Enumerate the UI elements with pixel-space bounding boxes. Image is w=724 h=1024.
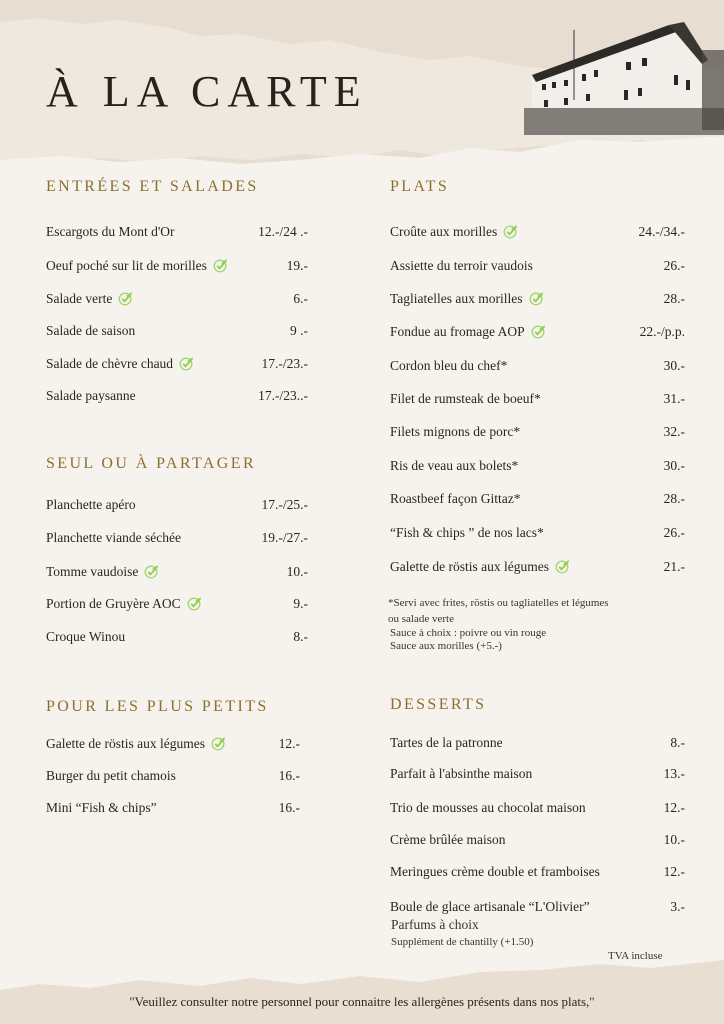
menu-item-name xyxy=(46,563,159,581)
menu-item xyxy=(46,735,300,753)
menu-item-name-text: Roastbeef façon Gittaz* xyxy=(390,491,521,506)
vegetarian-icon xyxy=(213,258,228,273)
menu-item-name-text: Boule de glace artisanale “L'Olivier” xyxy=(390,899,590,914)
menu-item-price: 9 .- xyxy=(290,323,308,338)
menu-item xyxy=(46,563,308,581)
vegetarian-icon xyxy=(187,596,202,611)
vegetarian-icon xyxy=(503,224,518,239)
vegetarian-icon xyxy=(529,291,544,306)
menu-item-name-text: Oeuf poché sur lit de morilles xyxy=(46,258,207,273)
vegetarian-icon xyxy=(211,736,226,751)
page-title: À LA CARTE xyxy=(46,67,368,116)
menu-item-price: 26.- xyxy=(663,525,685,540)
menu-item-price: 30.- xyxy=(663,458,685,473)
menu-item-price: 26.- xyxy=(663,258,685,273)
menu-item-price: 12.-/24 .- xyxy=(258,224,308,239)
menu-item-name xyxy=(390,524,544,542)
menu-item-name xyxy=(46,529,181,547)
menu-item-price: 19.- xyxy=(286,258,308,273)
menu-item-name xyxy=(390,558,570,576)
menu-item xyxy=(46,767,300,785)
menu-item-price: 24.-/34.- xyxy=(638,224,685,239)
menu-item-name xyxy=(390,223,518,241)
menu-item-name-text: Filet de rumsteak de boeuf* xyxy=(390,391,541,406)
menu-item-name-text: Croque Winou xyxy=(46,629,126,644)
menu-item xyxy=(390,799,685,817)
menu-item xyxy=(390,490,685,508)
menu-item-name xyxy=(390,323,546,341)
menu-item-price: 12.- xyxy=(278,736,300,751)
menu-item xyxy=(46,223,308,241)
menu-item-name xyxy=(390,831,505,849)
vegetarian-icon xyxy=(118,291,133,306)
menu-item-name xyxy=(390,863,600,881)
menu-item-price: 3.- xyxy=(670,899,685,914)
plats-footnote: Sauce à choix : poivre ou vin rouge xyxy=(390,627,547,639)
menu-item-name-text: Ris de veau aux bolets* xyxy=(390,458,519,473)
menu-item xyxy=(390,423,685,441)
menu-item-price: 16.- xyxy=(278,768,300,783)
menu-item-name xyxy=(46,223,175,241)
menu-item xyxy=(390,323,685,341)
menu-item-name-text: Planchette apéro xyxy=(46,497,136,512)
section-heading-entrees: ENTRÉES ET SALADES xyxy=(46,178,259,195)
menu-item-price: 8.- xyxy=(670,735,685,750)
menu-item-name xyxy=(46,355,194,373)
menu-item-name xyxy=(390,898,590,916)
menu-item xyxy=(390,390,685,408)
menu-item xyxy=(46,387,308,405)
menu-item xyxy=(390,831,685,849)
menu-item xyxy=(46,496,308,514)
menu-item-name-text: Portion de Gruyère AOC xyxy=(46,596,181,611)
menu-item-price: 28.- xyxy=(663,491,685,506)
dessert-subtitle: Parfums à choix xyxy=(391,917,479,932)
menu-item-name-text: Crème brûlée maison xyxy=(390,832,506,847)
menu-item-price: 22.-/p.p. xyxy=(639,324,685,339)
menu-item-price: 8.- xyxy=(293,629,308,644)
menu-item-price: 12.- xyxy=(663,864,685,879)
menu-item-name-text: Cordon bleu du chef* xyxy=(390,358,508,373)
menu-item xyxy=(390,357,685,375)
tva-notice: TVA incluse xyxy=(608,950,663,962)
menu-item-name xyxy=(46,322,135,340)
menu-item-name xyxy=(390,490,520,508)
menu-item-name xyxy=(46,735,226,753)
menu-item-name-text: Filets mignons de porc* xyxy=(390,424,521,439)
plats-footnote: *Servi avec frites, röstis ou tagliatelles et légumes xyxy=(388,597,609,609)
menu-item-price: 6.- xyxy=(293,291,308,306)
menu-item-name-text: Planchette viande séchée xyxy=(46,530,181,545)
menu-item xyxy=(390,257,685,275)
menu-item-price: 12.- xyxy=(663,800,685,815)
menu-item xyxy=(46,628,308,646)
menu-item-price: 16.- xyxy=(278,800,300,815)
menu-item-name-text: Tomme vaudoise xyxy=(46,564,139,579)
menu-item-name xyxy=(46,496,136,514)
menu-item-name-text: Meringues crème double et framboises xyxy=(390,864,600,879)
menu-item-price: 19.-/27.- xyxy=(261,530,308,545)
menu-item-name-text: Galette de röstis aux légumes xyxy=(46,736,205,751)
menu-item-name xyxy=(46,767,176,785)
menu-item-name-text: “Fish & chips ” de nos lacs* xyxy=(390,525,544,540)
menu-item-name-text: Parfait à l'absinthe maison xyxy=(390,766,533,781)
menu-item-name xyxy=(390,734,503,752)
menu-item-price: 17.-/23..- xyxy=(258,388,308,403)
menu-item xyxy=(46,290,308,308)
menu-item-name-text: Mini “Fish & chips” xyxy=(46,800,157,815)
menu-item-name xyxy=(46,257,228,275)
menu-item-name-text: Tartes de la patronne xyxy=(390,735,503,750)
section-heading-partager: SEUL OU À PARTAGER xyxy=(46,455,257,472)
menu-item xyxy=(390,457,685,475)
menu-item-name xyxy=(390,765,532,783)
menu-item-name xyxy=(390,423,520,441)
menu-item xyxy=(390,898,685,916)
vegetarian-icon xyxy=(179,356,194,371)
menu-item-name-text: Salade paysanne xyxy=(46,388,136,403)
menu-item-name xyxy=(390,799,586,817)
menu-item xyxy=(390,223,685,241)
menu-item xyxy=(390,558,685,576)
dessert-note: Supplément de chantilly (+1.50) xyxy=(391,936,534,948)
menu-item-name-text: Salade de chèvre chaud xyxy=(46,356,174,371)
menu-item-name-text: Salade verte xyxy=(46,291,113,306)
menu-item-name-text: Fondue au fromage AOP xyxy=(390,324,525,339)
section-heading-plats: PLATS xyxy=(390,178,450,195)
menu-item-price: 30.- xyxy=(663,358,685,373)
menu-item-name xyxy=(390,357,507,375)
menu-item-price: 32.- xyxy=(663,424,685,439)
menu-item xyxy=(390,290,685,308)
menu-item-name-text: Escargots du Mont d'Or xyxy=(46,224,175,239)
menu-item-price: 9.- xyxy=(293,596,308,611)
menu-item-name xyxy=(390,290,544,308)
menu-item-price: 31.- xyxy=(663,391,685,406)
menu-item xyxy=(390,524,685,542)
vegetarian-icon xyxy=(555,559,570,574)
menu-item-price: 10.- xyxy=(663,832,685,847)
menu-item-name xyxy=(46,387,136,405)
section-heading-desserts: DESSERTS xyxy=(390,696,487,713)
menu-item xyxy=(46,595,308,613)
section-heading-petits: POUR LES PLUS PETITS xyxy=(46,698,269,715)
menu-item-price: 10.- xyxy=(286,564,308,579)
menu-item-name-text: Croûte aux morilles xyxy=(390,224,498,239)
menu-item xyxy=(390,734,685,752)
menu-item-name-text: Burger du petit chamois xyxy=(46,768,176,783)
menu-item xyxy=(46,529,308,547)
allergen-notice: "Veuillez consulter notre personnel pour connaitre les allergènes présents dans nos plats," xyxy=(129,994,595,1009)
menu-item-name-text: Tagliatelles aux morilles xyxy=(390,291,523,306)
menu-item xyxy=(46,799,300,817)
restaurant-building-photo xyxy=(524,20,724,135)
menu-item-name-text: Salade de saison xyxy=(46,323,136,338)
menu-item-price: 17.-/25.- xyxy=(261,497,308,512)
menu-item-name xyxy=(390,257,533,275)
menu-item xyxy=(46,257,308,275)
menu-item-price: 28.- xyxy=(663,291,685,306)
menu-item xyxy=(390,863,685,881)
vegetarian-icon xyxy=(531,324,546,339)
menu-item-name xyxy=(46,290,133,308)
menu-item-price: 17.-/23.- xyxy=(261,356,308,371)
menu-item-name xyxy=(46,799,157,817)
plats-footnote: ou salade verte xyxy=(388,613,454,625)
menu-item-name-text: Assiette du terroir vaudois xyxy=(390,258,533,273)
menu-item-name xyxy=(46,628,125,646)
menu-item xyxy=(46,322,308,340)
menu-item-name-text: Galette de röstis aux légumes xyxy=(390,559,549,574)
menu-item xyxy=(390,765,685,783)
menu-item-price: 13.- xyxy=(663,766,685,781)
menu-item-name xyxy=(390,390,541,408)
vegetarian-icon xyxy=(144,564,159,579)
plats-footnote: Sauce aux morilles (+5.-) xyxy=(390,640,502,652)
menu-item-name xyxy=(46,595,202,613)
menu-item-name-text: Trio de mousses au chocolat maison xyxy=(390,800,586,815)
menu-item-name xyxy=(390,457,518,475)
menu-item xyxy=(46,355,308,373)
menu-item-price: 21.- xyxy=(663,559,685,574)
